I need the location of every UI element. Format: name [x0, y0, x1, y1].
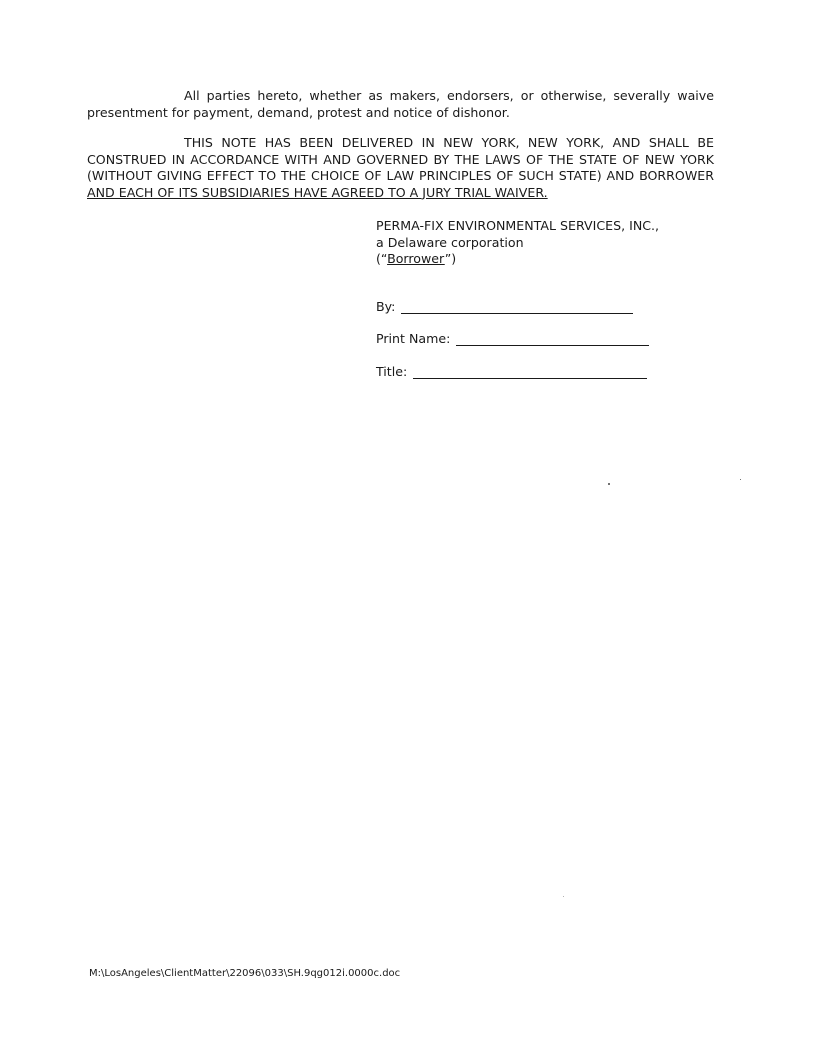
by-label: By: — [376, 299, 396, 314]
title-line[interactable] — [413, 366, 647, 379]
waiver-paragraph — [87, 88, 714, 121]
print-name-line[interactable] — [456, 333, 649, 346]
print-name-label: Print Name: — [376, 331, 451, 346]
governing-law-text: THIS NOTE HAS BEEN DELIVERED IN NEW YORK, NEW YORK, AND SHALL BE CONSTRUED IN ACCORDANCE WITH AND GOVERNED BY THE LAWS OF THE STATE OF NEW YORK (WITHOUT GIVING EFFECT TO THE CHOICE OF LAW PRINCIPLES OF SUCH STATE) AND BORROWER — [87, 135, 714, 183]
entity-type: a Delaware corporation — [376, 234, 524, 250]
scan-speck — [740, 479, 741, 480]
signature-block — [376, 218, 676, 268]
scan-speck — [608, 483, 610, 485]
by-field — [376, 299, 633, 314]
scan-speck — [563, 896, 564, 897]
jury-waiver-text: AND EACH OF ITS SUBSIDIARIES HAVE AGREED TO A JURY TRIAL WAIVER. — [87, 184, 548, 200]
by-signature-line[interactable] — [401, 301, 633, 314]
defined-term-open: (“ — [376, 251, 388, 266]
borrower-term: Borrower — [387, 251, 445, 266]
defined-term — [376, 251, 676, 268]
title-label: Title: — [376, 364, 408, 379]
title-field — [376, 364, 647, 379]
footer-file-path: M:\LosAngeles\ClientMatter\22096\033\SH.9qg012i.0000c.doc — [89, 968, 401, 979]
company-name: PERMA-FIX ENVIRONMENTAL SERVICES, INC., — [376, 218, 660, 233]
governing-law-paragraph — [87, 135, 714, 201]
defined-term-close: ”) — [444, 251, 457, 266]
print-name-field — [376, 331, 649, 346]
waiver-text: All parties hereto, whether as makers, endorsers, or otherwise, severally waive presentment for payment, demand, protest and notice of dishonor. — [87, 88, 714, 120]
